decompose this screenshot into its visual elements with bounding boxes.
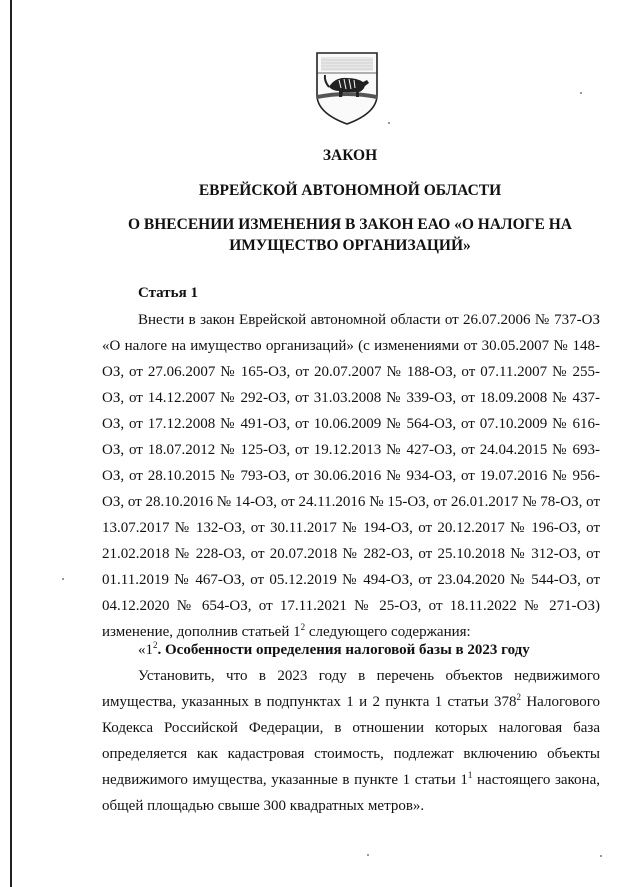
article-heading: Статья 1: [138, 285, 198, 301]
coat-of-arms-tiger-icon: [313, 47, 381, 127]
section-heading: [102, 637, 600, 663]
paragraph-text: настоящего закона, общей площадью свыше 300 квадратных метров».: [102, 772, 600, 814]
scan-speck: [388, 122, 390, 124]
document-subject: О ВНЕСЕНИИ ИЗМЕНЕНИЯ В ЗАКОН ЕАО «О НАЛОГЕ НА ИМУЩЕСТВО ОРГАНИЗАЦИЙ»: [127, 216, 572, 254]
paragraph-text: Установить, что в 2023 году в перечень объектов недвижимого имущества, указанных в подпунктах 1 и 2 пункта 1 статьи 378: [102, 668, 600, 710]
paragraph-text: Налогового Кодекса Российской Федерации, в отношении которых налоговая база определяется как кадастровая стоимость, подлежат включению объекты недвижимого имущества, указанные в пункте 1 статьи 1: [102, 694, 600, 788]
superscript: 2: [153, 640, 158, 650]
document-region: ЕВРЕЙСКОЙ АВТОНОМНОЙ ОБЛАСТИ: [198, 182, 502, 199]
section-open-quote: «1: [138, 642, 153, 658]
scan-speck: [600, 855, 602, 857]
section-title: . Особенности определения налоговой базы в 2023 году: [157, 642, 530, 658]
scan-speck: [367, 854, 369, 856]
scan-speck: [580, 92, 582, 94]
superscript: 2: [516, 692, 521, 702]
superscript: 2: [300, 622, 306, 632]
scan-speck: [62, 578, 64, 580]
section-paragraph: [102, 663, 600, 819]
binding-edge-line: [10, 0, 12, 887]
paragraph-text: Внести в закон Еврейской автономной области от 26.07.2006 № 737-ОЗ «О налоге на имущество организаций» (с изменениями от 30.05.2007 № 148-ОЗ, от 27.06.2007 № 165-ОЗ, от 20.07.2007 № 188-ОЗ, от 07.11.2007 № 255-ОЗ, от 14.12.2007 № 292-ОЗ, от 31.03.2008 № 339-ОЗ, от 18.09.2008 № 437-ОЗ, от 17.12.2008 № 491-ОЗ, от 10.06.2009 № 564-ОЗ, от 07.10.2009 № 616-ОЗ, от 18.07.2012 № 125-ОЗ, от 19.12.2013 № 427-ОЗ, от 24.04.2015 № 693-ОЗ, от 28.10.2015 № 793-ОЗ, от 30.06.2016 № 934-ОЗ, от 19.07.2016 № 956-ОЗ, от 28.10.2016 № 14-ОЗ, от 24.11.2016 № 15-ОЗ, от 26.01.2017 № 78-ОЗ, от 13.07.2017 № 132-ОЗ, от 30.11.2017 № 194-ОЗ, от 20.12.2017 № 196-ОЗ, от 21.02.2018 № 228-ОЗ, от 20.07.2018 № 282-ОЗ, от 25.10.2018 № 312-ОЗ, от 01.11.2019 № 467-ОЗ, от 05.12.2019 № 494-ОЗ, от 23.04.2020 № 544-ОЗ, от 04.12.2020 № 654-ОЗ, от 17.11.2021 № 25-ОЗ, от 18.11.2022 № 271-ОЗ) изменение, дополнив статьей 1: [102, 312, 600, 640]
article-paragraph: [102, 307, 600, 645]
paragraph-text-end: следующего содержания:: [305, 624, 471, 640]
document-title: ЗАКОН: [322, 147, 378, 164]
superscript: 1: [467, 770, 473, 780]
